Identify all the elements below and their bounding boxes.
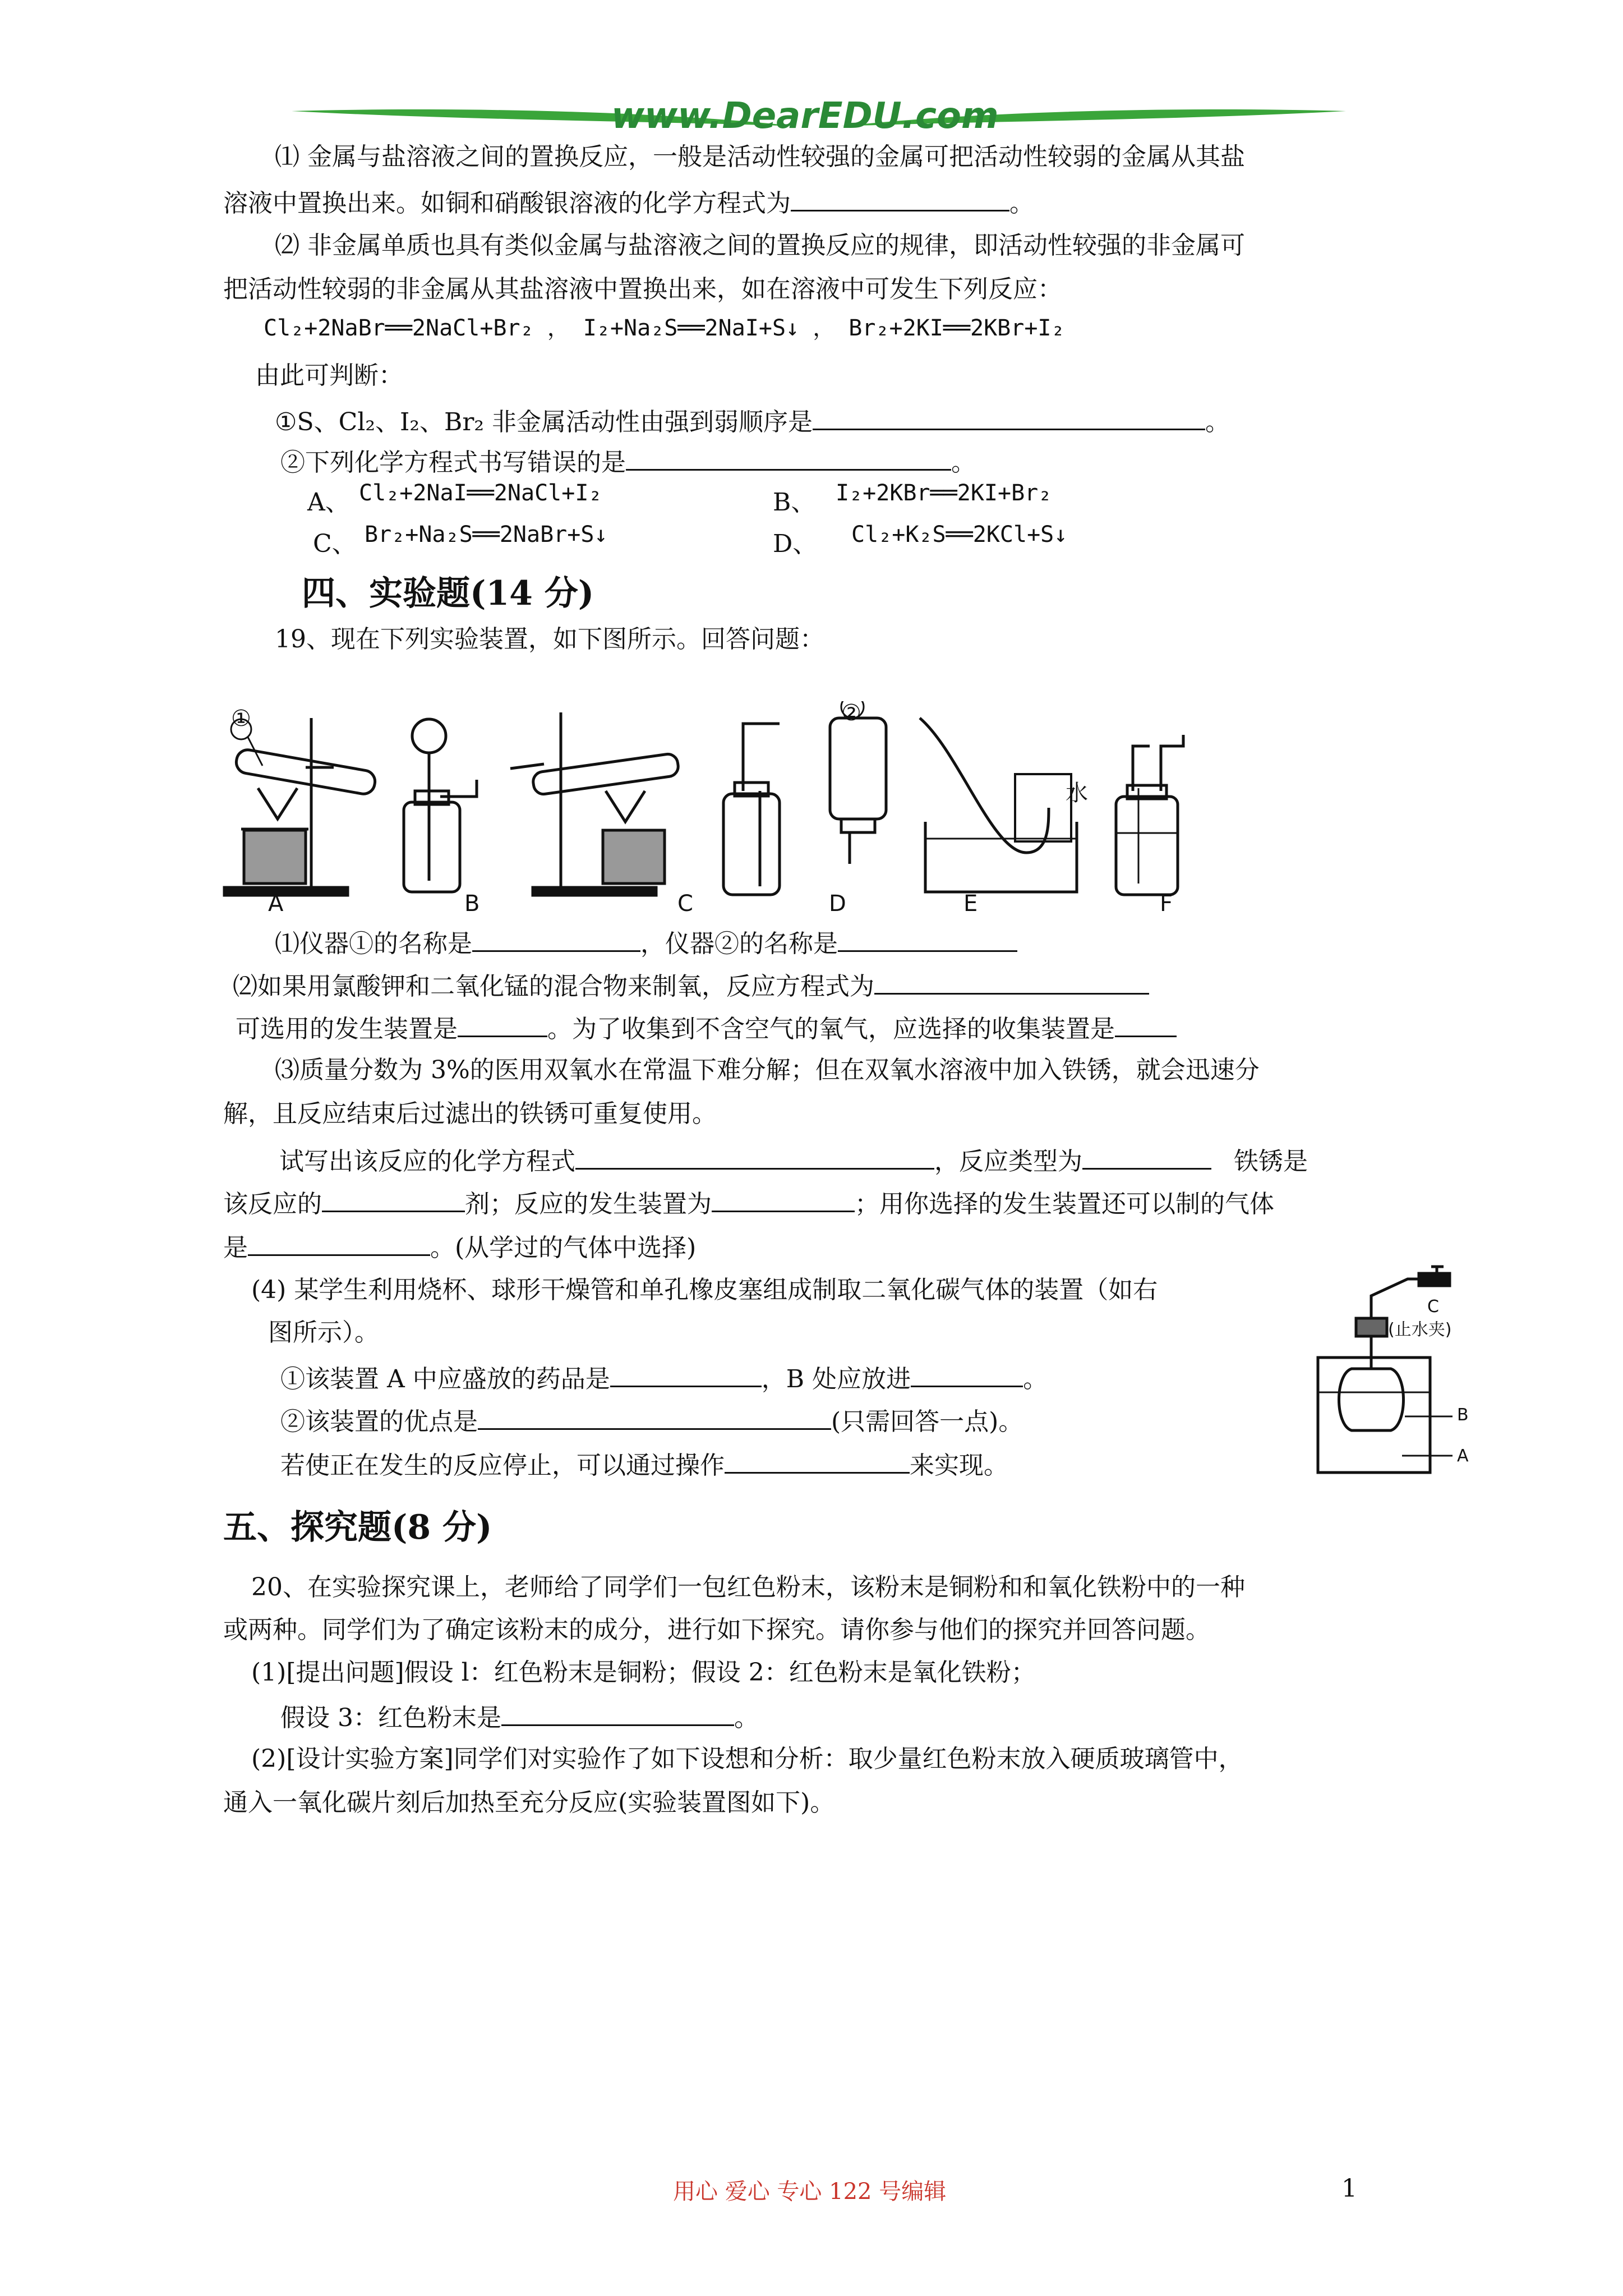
s3-text-a: 试写出该反应的化学方程式 [279, 1147, 575, 1176]
answer-blank[interactable] [725, 1446, 910, 1474]
s4-text-d: ②该装置的优点是 [280, 1407, 478, 1436]
s1-text-a: ⑴仪器①的名称是 [275, 930, 472, 958]
p2-line1: ⑵ 非金属单质也具有类似金属与盐溶液之间的置换反应的规律，即活动性较强的非金属可 [275, 231, 1245, 260]
p2-line2: 把活动性较弱的非金属从其盐溶液中置换出来，如在溶液中可发生下列反应： [223, 275, 1062, 303]
answer-blank[interactable] [1115, 1010, 1177, 1037]
page-number: 1 [1341, 2174, 1357, 2203]
apparatus-g [1116, 735, 1183, 895]
fig-label-c: C [677, 891, 693, 917]
answer-blank[interactable] [322, 1185, 465, 1212]
s2-text-c: 。为了收集到不含空气的氧气，应选择的收集装置是 [547, 1015, 1115, 1043]
q2-end: 。 [951, 448, 976, 477]
answer-blank[interactable] [712, 1185, 855, 1212]
answer-blank[interactable] [575, 1142, 934, 1170]
option-b: I₂+2KBr══2KI+Br₂ [836, 480, 1052, 506]
fig-label-e: E [963, 891, 978, 917]
s2-line2 [236, 1010, 1177, 1046]
option-c-label: C、 [313, 530, 357, 558]
s2-line1 [233, 967, 1149, 1004]
answer-blank[interactable] [626, 443, 951, 471]
q20-2-line2: 通入一氧化碳片刻后加热至充分反应(实验装置图如下)。 [223, 1788, 835, 1817]
apparatus-c [510, 712, 680, 895]
water-label: 水 [1066, 780, 1088, 806]
side-fig-label-b: B [1457, 1405, 1469, 1425]
q20-1-line: (1)[提出问题]假设 l：红色粉末是铜粉；假设 2：红色粉末是氧化铁粉； [251, 1658, 1036, 1687]
s4-text-a: ①该装置 A 中应盛放的药品是 [280, 1365, 610, 1393]
section-5-title: 五、探究题(8 分) [223, 1508, 492, 1547]
side-fig-label-c: C [1427, 1297, 1439, 1317]
s3-text-b: ，反应类型为 [934, 1147, 1082, 1176]
s4-text-c: 。 [1023, 1365, 1048, 1393]
s1-text-b: ，仪器②的名称是 [640, 930, 838, 958]
co2-generator-figure [1312, 1262, 1503, 1481]
s1-line [275, 924, 1017, 961]
q20-2-line1: (2)[设计实验方案]同学们对实验作了如下设想和分析：取少量红色粉末放入硬质玻璃管中， [251, 1745, 1243, 1773]
answer-blank[interactable] [874, 967, 1149, 995]
s3-line2: 解，且反应结束后过滤出的铁锈可重复使用。 [223, 1099, 717, 1128]
s3-line1: ⑶质量分数为 3%的医用双氧水在常温下难分解；但在双氧水溶液中加入铁锈，就会迅速分 [275, 1056, 1260, 1084]
answer-blank[interactable] [248, 1228, 430, 1256]
answer-blank[interactable] [911, 1360, 1023, 1387]
q20-line2: 或两种。同学们为了确定该粉末的成分，进行如下探究。请你参与他们的探究并回答问题。 [223, 1616, 1210, 1644]
q20-1b-text: 假设 3：红色粉末是 [280, 1704, 501, 1732]
s4-text-e: (只需回答一点)。 [831, 1407, 1023, 1436]
p1-end: 。 [1009, 189, 1034, 218]
q19-text: 19、现在下列实验装置，如下图所示。回答问题： [275, 625, 824, 654]
s3-text-f: ；用你选择的发生装置还可以制的气体 [855, 1190, 1274, 1218]
s3-text-d: 该反应的 [223, 1190, 322, 1218]
side-fig-label-a: A [1457, 1446, 1469, 1466]
s4-line3 [280, 1360, 1048, 1396]
fig-label-d: D [829, 891, 846, 917]
option-d-label: D、 [773, 530, 818, 558]
s4-line2: 图所示）。 [268, 1318, 379, 1347]
answer-blank[interactable] [838, 924, 1017, 952]
s2-text-b: 可选用的发生装置是 [236, 1015, 458, 1043]
section-4-title: 四、实验题(14 分) [302, 574, 594, 613]
p1-line1: ⑴ 金属与盐溶液之间的置换反应，一般是活动性较强的金属可把活动性较弱的金属从其盐 [275, 142, 1245, 171]
circle-label-2: ② [841, 700, 861, 726]
p1-line2-text: 溶液中置换出来。如铜和硝酸银溶液的化学方程式为 [223, 189, 791, 218]
judge-line: 由此可判断： [255, 361, 403, 390]
fig-label-f: F [1160, 891, 1173, 917]
option-c: Br₂+Na₂S══2NaBr+S↓ [365, 522, 608, 547]
s4-line5 [280, 1446, 1008, 1483]
s4-text-g: 来实现。 [910, 1451, 1008, 1480]
q20-line1: 20、在实验探究课上，老师给了同学们一包红色粉末，该粉末是铜粉和和氧化铁粉中的一种 [251, 1573, 1245, 1602]
fig-label-b: B [464, 891, 480, 917]
q2-line [280, 443, 976, 480]
s3-line4 [223, 1185, 1274, 1221]
s3-text-e: 剂；反应的发生装置为 [465, 1190, 712, 1218]
answer-blank[interactable] [458, 1010, 547, 1037]
s4-text-b: ，B 处应放进 [761, 1365, 911, 1393]
fig-label-a: A [268, 891, 284, 917]
s2-text-a: ⑵如果用氯酸钾和二氧化锰的混合物来制氧，反应方程式为 [233, 972, 874, 1001]
p1-line2 [223, 184, 1034, 220]
q1-text: ①S、Cl₂、I₂、Br₂ 非金属活动性由强到弱顺序是 [275, 408, 813, 436]
s3-line5 [223, 1228, 696, 1265]
s3-text-c: 铁锈是 [1234, 1147, 1308, 1176]
s4-line4 [280, 1402, 1023, 1439]
option-a-label: A、 [307, 488, 350, 517]
circle-label-1: ① [231, 706, 251, 731]
apparatus-d [723, 724, 780, 895]
answer-blank[interactable] [1082, 1142, 1211, 1170]
s3-text-g: 是 [223, 1234, 248, 1262]
q2-text: ②下列化学方程式书写错误的是 [280, 448, 626, 477]
s3-text-h: 。(从学过的气体中选择) [430, 1234, 697, 1262]
answer-blank[interactable] [813, 403, 1205, 430]
s4-line1: (4) 某学生利用烧杯、球形干燥管和单孔橡皮塞组成制取二氧化碳气体的装置（如右 [251, 1276, 1158, 1304]
option-a: Cl₂+2NaI══2NaCl+I₂ [359, 480, 602, 506]
q1-end: 。 [1205, 408, 1230, 436]
apparatus-f [920, 718, 1077, 892]
s3-line3 [279, 1142, 1308, 1179]
answer-blank[interactable] [472, 924, 640, 952]
s4-text-f: 若使正在发生的反应停止，可以通过操作 [280, 1451, 725, 1480]
answer-blank[interactable] [501, 1699, 734, 1726]
apparatus-b [404, 719, 477, 892]
answer-blank[interactable] [610, 1360, 762, 1387]
option-b-label: B、 [773, 488, 816, 517]
answer-blank[interactable] [791, 184, 1009, 211]
apparatus-a [224, 718, 377, 895]
q1-line [275, 403, 1230, 439]
side-fig-label-clamp: (止水夹) [1388, 1320, 1452, 1340]
q20-1c-text: 。 [734, 1704, 759, 1732]
equation-line: Cl₂+2NaBr══2NaCl+Br₂ ， I₂+Na₂S══2NaI+S↓ ， Br₂+2KI══2KBr+I₂ [264, 315, 1065, 341]
answer-blank[interactable] [478, 1402, 831, 1430]
site-logo: www.DearEDU.com [611, 95, 999, 137]
q20-1b-line [280, 1699, 759, 1735]
option-d: Cl₂+K₂S══2KCl+S↓ [851, 522, 1068, 547]
apparatus-figure [219, 701, 1200, 909]
footer-text: 用心 爱心 专心 122 号编辑 [673, 2179, 947, 2205]
